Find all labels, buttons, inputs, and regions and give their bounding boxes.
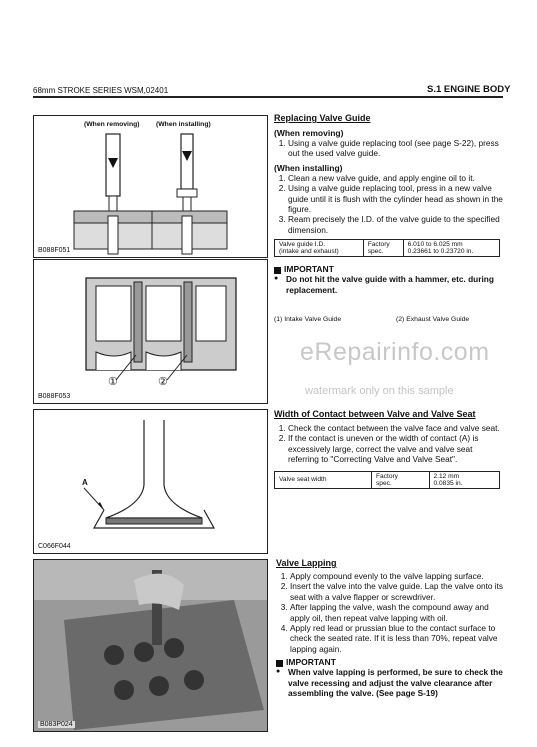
valve-guide-tool-drawing xyxy=(34,116,267,257)
figure-valve-lapping-photo xyxy=(33,559,268,732)
removing-steps xyxy=(274,138,504,159)
figure-code: B088F051 xyxy=(38,247,71,254)
section-title: Replacing Valve Guide xyxy=(274,113,371,123)
section-replacing-valve-guide xyxy=(274,113,504,323)
spec-value: 2.12 mm 0.0835 in. xyxy=(429,471,499,488)
section-title: Width of Contact between Valve and Valve Seat xyxy=(274,409,476,419)
installing-heading: (When installing) xyxy=(274,162,343,173)
important-heading: IMPORTANT xyxy=(276,657,504,667)
spec-item: Valve seat width xyxy=(275,471,372,488)
header-section-title: S.1 ENGINE BODY xyxy=(427,84,511,95)
callout-intake-valve-guide: ① xyxy=(108,376,118,388)
watermark-notice: watermark only on this sample xyxy=(305,385,454,397)
spec-table-valve-guide xyxy=(274,239,500,257)
step: 1. Apply compound evenly to the valve lapping surface. xyxy=(290,571,504,581)
important-icon xyxy=(274,267,281,274)
legend-intake: (1) Intake Valve Guide xyxy=(274,316,342,323)
spec-type: Factory spec. xyxy=(363,240,403,257)
spec-value: 6.010 to 6.025 mm 0.23661 to 0.23720 in. xyxy=(403,240,499,257)
section-title: Valve Lapping xyxy=(276,558,337,568)
figure-label-removing: (When removing) xyxy=(84,121,140,128)
important-note: ● When valve lapping is performed, be sure to check the valve recessing and adjust the valve clearance after assembling the valve. (See page S-19) xyxy=(276,667,504,698)
step: 2. Using a valve guide replacing tool, press in a new valve guide until it is flush with the cylinder head as shown in the figure. xyxy=(288,183,504,214)
step: 2. If the contact is uneven or the width of contact (A) is excessively large, correct the valve and valve seat referring to "Correcting Valve and Valve Seat". xyxy=(288,433,504,464)
watermark-logo: eRepairinfo.com xyxy=(300,338,490,366)
spec-table-seat-width xyxy=(274,471,500,489)
spec-item: Valve guide I.D. (intake and exhaust) xyxy=(275,240,364,257)
legend-exhaust: (2) Exhaust Valve Guide xyxy=(396,316,470,323)
step: 1. Using a valve guide replacing tool (see page S-22), press out the used valve guide. xyxy=(288,138,504,159)
step: 3. Ream precisely the I.D. of the valve guide to the specified dimension. xyxy=(288,214,504,235)
callout-exhaust-valve-guide: ② xyxy=(158,376,168,388)
section-valve-lapping xyxy=(276,558,504,698)
important-icon xyxy=(276,660,283,667)
section-valve-seat-contact xyxy=(274,409,504,489)
step: 3. After lapping the valve, wash the compound away and apply oil, then repeat valve lapping with oil. xyxy=(290,602,504,623)
figure-valve-seat-width xyxy=(33,409,268,554)
installing-steps xyxy=(274,173,504,235)
spec-type: Factory spec. xyxy=(372,471,430,488)
valve-lapping-photo xyxy=(34,560,267,731)
seat-steps xyxy=(274,423,504,465)
figure-code: B083P024 xyxy=(40,721,73,728)
header-rule xyxy=(33,96,503,98)
figure-valve-guide-tool xyxy=(33,115,268,258)
figure-cylinder-head-section xyxy=(33,259,268,404)
removing-heading: (When removing) xyxy=(274,128,344,138)
important-heading: IMPORTANT xyxy=(274,264,504,274)
step: 4. Apply red lead or prussian blue to the contact surface to check the seated rate. If it is less than 70%, repeat valve lapping again. xyxy=(290,623,504,654)
cylinder-head-drawing xyxy=(34,260,267,403)
step: 1. Clean a new valve guide, and apply engine oil to it. xyxy=(288,173,504,183)
step: 1. Check the contact between the valve face and valve seat. xyxy=(288,423,504,433)
callout-contact-width-a: A xyxy=(82,478,88,487)
figure-label-installing: (When installing) xyxy=(156,121,211,128)
figure-code: C066F044 xyxy=(38,543,71,550)
important-note: ● Do not hit the valve guide with a hammer, etc. during replacement. xyxy=(274,274,504,295)
lapping-steps xyxy=(276,571,504,654)
valve-seat-drawing xyxy=(34,410,267,553)
step: 2. Insert the valve into the valve guide. Lap the valve onto its seat with a valve flapper or screwdriver. xyxy=(290,581,504,602)
header-manual-title: 68mm STROKE SERIES WSM,02401 xyxy=(33,86,169,95)
figure-code: B088F053 xyxy=(38,393,71,400)
